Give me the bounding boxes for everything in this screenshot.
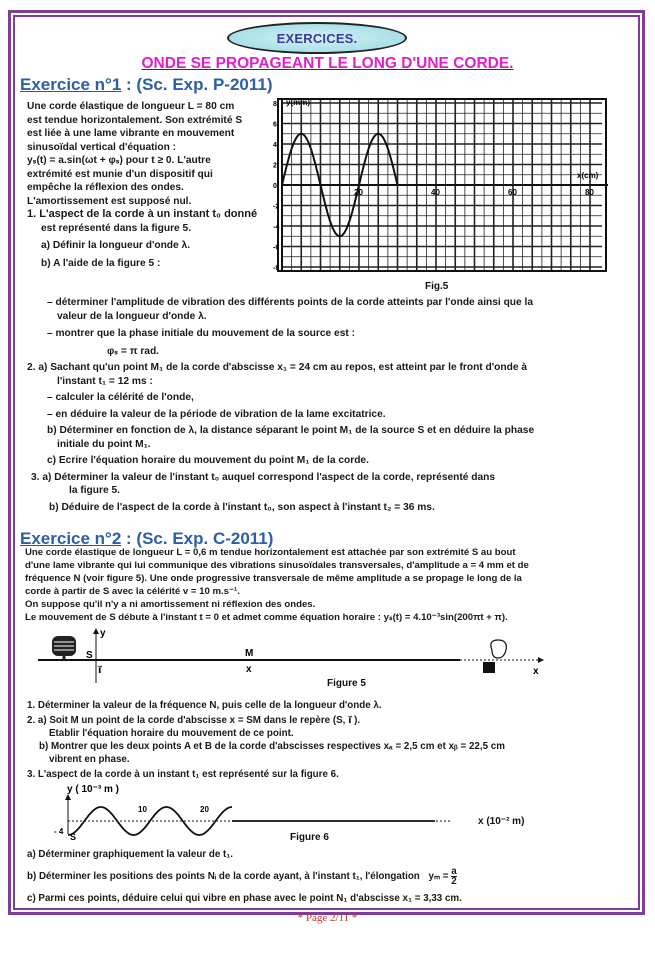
elongation-equation: yₘ = $\frac{a}{2}$ <box>428 866 457 887</box>
x-tick-label: 40 <box>431 188 440 197</box>
exercise-1-title: Exercice n°1 : (Sc. Exp. P-2011) <box>20 75 273 94</box>
intro-line: sinusoïdal vertical d'équation : <box>27 141 177 153</box>
question-2c: c) Ecrire l'équation horaire du mouvement du point M₁ de la corde. <box>47 455 369 466</box>
exercise-1-intro: Une corde élastique de longueur L = 80 cm est tendue horizontalement. Son extrémité S est liée à une lame vibrante en mouvement sinusoïdal vertical d'équation : yₛ(t) = a.sin(ωt + φₛ) pour t ≥ 0. L'autre extrémité est munie d'un dispositif qui empêche la réflexion des ondes. L'amortissement est supposé nul. 1. L'aspect de la corde à un instant t₀ donné est représenté dans la figure 5. a) Définir la longueur d'onde λ. b) A l'aide de la figure 5 : <box>27 100 272 270</box>
question-3a: a) Déterminer graphiquement la valeur de t₁. <box>27 849 234 860</box>
question-2b: b) Montrer que les deux points A et B de la corde d'abscisses respectives xₐ = 2,5 cm et xᵦ = 22,5 cm <box>39 741 505 752</box>
y-tick-label: 6 <box>273 121 277 129</box>
x-tick-label: 20 <box>354 188 363 197</box>
x-tick-label: 60 <box>508 188 517 197</box>
y-axis-label: y(mm) <box>286 98 311 107</box>
figure-5-caption-ex2: Figure 5 <box>327 678 366 689</box>
exercise-2-intro <box>25 546 635 624</box>
exercise-2-q3 <box>27 848 637 905</box>
figure-5-chart <box>272 95 612 275</box>
unit-vector-label: i⃗ <box>98 665 102 676</box>
point-m-label: M <box>245 648 254 659</box>
exercise-2-questions: 1. Déterminer la valeur de la fréquence N, puis celle de la longueur d'onde λ. 2. a) Soit M un point de la corde d'abscisse x = SM dans le repère (S, i⃗ ). Etablir l'équation horaire du mouvement de ce point. b) Montrer que les deux points A et B de la corde d'abscisses respectives xₐ = 2,5 cm et xᵦ = 22,5 cm vibrent en phase. 3. L'aspect de la corde à un instant t₁ est représenté sur la figure 6. <box>27 699 637 781</box>
question-3b: b) Déduire de l'aspect de la corde à l'instant t₀, son aspect à l'instant t₂ = 36 ms. <box>49 501 435 513</box>
fig6-tick-10: 10 <box>138 805 147 814</box>
intro-line: Une corde élastique de longueur L = 80 cm <box>27 101 235 112</box>
y-tick-label: 4 <box>273 142 277 149</box>
fig6-tick-y: - 4 <box>54 827 64 836</box>
figure-6-chart <box>50 782 450 842</box>
question-2a: 2. a) Sachant qu'un point M₁ de la corde d'abscisse x₁ = 24 cm au repos, est atteint par le front d'onde à <box>27 362 528 373</box>
y-tick-label: 0 <box>273 183 277 190</box>
question-2a: 2. a) Soit M un point de la corde d'abscisse x = SM dans le repère (S, i⃗ ). <box>27 715 361 726</box>
question-1: 1. L'aspect de la corde à un instant t₀ donné <box>27 208 258 220</box>
intro-line: d'une lame vibrante qui lui communique des vibrations sinusoïdales transversales, d'amplitude a = 4 mm et de <box>25 560 529 571</box>
phase-equation: φₛ = π rad. <box>107 345 160 357</box>
question-3a: 3. a) Déterminer la valeur de l'instant t₀ auquel correspond l'aspect de la corde, représenté dans <box>31 471 496 483</box>
page-number: * Page 2/11 * <box>297 912 358 924</box>
x-axis-label: x <box>533 666 539 677</box>
intro-line: yₛ(t) = a.sin(ωt + φₛ) pour t ≥ 0. L'autre <box>27 155 211 166</box>
question-1b: b) A l'aide de la figure 5 : <box>41 257 161 269</box>
question-2b: b) Déterminer en fonction de λ, la distance séparant le point M₁ de la source S et en déduire la phase <box>47 425 535 436</box>
y-axis-label: y <box>100 628 106 639</box>
source-label: S <box>86 650 93 661</box>
point-m-x-label: x <box>246 664 252 675</box>
question-3: 3. L'aspect de la corde à un instant t₁ est représenté sur la figure 6. <box>27 769 339 780</box>
question-2a-item: – calculer la célérité de l'onde, <box>47 392 194 403</box>
intro-line: On suppose qu'il n'y a ni amortissement ni réflexion des ondes. <box>25 599 316 610</box>
question-1a: a) Définir la longueur d'onde λ. <box>41 240 191 251</box>
fig6-source-label: S <box>70 832 77 842</box>
exercices-badge <box>227 22 407 54</box>
intro-line: Le mouvement de S débute à l'instant t = 0 et admet comme équation horaire : yₛ(t) = 4.10⁻³sin(200πt + π). <box>25 612 508 623</box>
intro-line: est liée à une lame vibrante en mouvement <box>27 128 235 139</box>
page-title: ONDE SE PROPAGEANT LE LONG D'UNE CORDE. <box>141 55 514 72</box>
question-3b: b) Déterminer les positions des points Nᵢ de la corde ayant, à l'instant t₁, l'élongation yₘ = $\frac{a}{2}$ <box>27 866 457 887</box>
question-3c: c) Parmi ces points, déduire celui qui vibre en phase avec le point N₁ d'abscisse x₁ = 3,33 cm. <box>27 893 462 904</box>
figure-5-caption: Fig.5 <box>425 281 449 292</box>
intro-line: fréquence N (voir figure 5). Une onde progressive transversale de même amplitude a se propage le long de la <box>25 573 522 584</box>
question-1: 1. Déterminer la valeur de la fréquence N, puis celle de la longueur d'onde λ. <box>27 700 382 711</box>
fig6-y-axis-label: y ( 10⁻³ m ) <box>67 784 119 795</box>
intro-line: extrémité est munie d'un dispositif qui <box>27 168 213 180</box>
intro-line: corde à partir de S avec la célérité v = 10 m.s⁻¹. <box>25 586 240 597</box>
intro-line: L'amortissement est supposé nul. <box>27 195 192 207</box>
chart-axes <box>282 99 608 271</box>
exercise-1-questions: – déterminer l'amplitude de vibration des différents points de la corde atteints par l'onde ainsi que la valeur de la longueur d'onde λ. – montrer que la phase initiale du mouvement de la source est : φₛ = π rad. 2. a) Sachant qu'un point M₁ de la corde d'abscisse x₁ = 24 cm au repos, est atteint par le front d'onde à l'instant t₁ = 12 ms : – calculer la célérité de l'onde, – en déduire la valeur de la période de vibration de la lame excitatrice. b) Déterminer en fonction de λ, la distance séparant le point M₁ de la source S et en déduire la phase initiale du point M₁. c) Ecrire l'équation horaire du mouvement du point M₁ de la corde. 3. a) Déterminer la valeur de l'instant t₀ auquel correspond l'aspect de la corde, représenté dans la figure 5. b) Déduire de l'aspect de la corde à l'instant t₀, son aspect à l'instant t₂ = 36 ms. <box>27 296 632 514</box>
badge-label: EXERCICES. <box>276 30 358 46</box>
vibrator-icon <box>52 636 76 660</box>
question-1b-item: – montrer que la phase initiale du mouvement de la source est : <box>47 328 355 339</box>
absorber-icon <box>483 640 506 673</box>
fig6-x-axis-label: x (10⁻² m) <box>478 816 525 827</box>
question-1b-item: – déterminer l'amplitude de vibration des différents points de la corde atteints par l'onde ainsi que la <box>47 297 534 308</box>
intro-line: empêche la réflexion des ondes. <box>27 182 184 193</box>
y-tick-label: -8 <box>273 265 280 272</box>
intro-line: est tendue horizontalement. Son extrémité S <box>27 114 243 126</box>
y-tick-label: -2 <box>273 203 280 211</box>
y-tick-label: 2 <box>273 162 277 170</box>
intro-line: Une corde élastique de longueur L = 0,6 m tendue horizontalement est attachée par son extrémité S au bout <box>25 547 516 558</box>
y-tick-label: -4 <box>273 224 280 231</box>
fig6-tick-20: 20 <box>200 805 209 814</box>
x-axis-label: x(cm) <box>577 171 599 180</box>
question-2a-item: – en déduire la valeur de la période de vibration de la lame excitatrice. <box>47 408 386 420</box>
exercise-2-title: Exercice n°2 : (Sc. Exp. C-2011) <box>20 529 274 548</box>
figure-6-caption: Figure 6 <box>290 832 329 843</box>
y-tick-label: -6 <box>273 244 280 252</box>
x-tick-label: 80 <box>585 188 594 197</box>
figure-5-string-diagram <box>30 628 560 690</box>
y-tick-label: 8 <box>273 101 277 108</box>
